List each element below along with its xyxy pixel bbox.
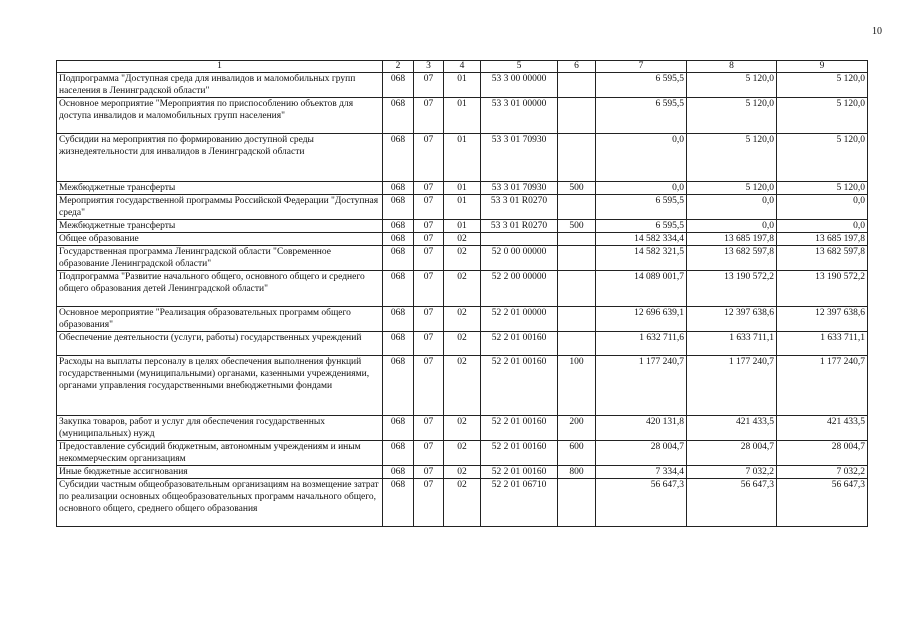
row-name: Общее образование	[57, 233, 383, 246]
column-number: 3	[414, 61, 444, 73]
amount-col8: 7 032,2	[687, 466, 777, 479]
amount-col8: 421 433,5	[687, 416, 777, 441]
subsection-code: 02	[444, 356, 481, 416]
table-row	[57, 134, 868, 182]
row-name: Обеспечение деятельности (услуги, работы) государственных учреждений	[57, 332, 383, 356]
amount-col7: 7 334,4	[596, 466, 687, 479]
expense-type-code: 600	[558, 441, 596, 466]
department-code: 068	[383, 416, 414, 441]
target-article-code: 52 2 01 00160	[481, 332, 558, 356]
amount-col7: 6 595,5	[596, 73, 687, 98]
amount-col9: 7 032,2	[777, 466, 868, 479]
column-number-row	[57, 61, 868, 73]
subsection-code: 01	[444, 220, 481, 233]
column-number: 7	[596, 61, 687, 73]
expense-type-code	[558, 195, 596, 220]
column-number: 8	[687, 61, 777, 73]
expense-type-code	[558, 246, 596, 271]
expense-type-code	[558, 332, 596, 356]
amount-col8: 0,0	[687, 220, 777, 233]
table-row	[57, 246, 868, 271]
section-code: 07	[414, 466, 444, 479]
amount-col7: 56 647,3	[596, 479, 687, 527]
department-code: 068	[383, 233, 414, 246]
section-code: 07	[414, 233, 444, 246]
amount-col9: 28 004,7	[777, 441, 868, 466]
column-number: 2	[383, 61, 414, 73]
table-row	[57, 479, 868, 527]
amount-col8: 5 120,0	[687, 182, 777, 195]
subsection-code: 02	[444, 233, 481, 246]
amount-col7: 1 632 711,6	[596, 332, 687, 356]
budget-table	[56, 60, 868, 527]
target-article-code: 53 3 01 00000	[481, 98, 558, 134]
table-row	[57, 182, 868, 195]
amount-col8: 13 190 572,2	[687, 271, 777, 307]
department-code: 068	[383, 441, 414, 466]
amount-col8: 13 685 197,8	[687, 233, 777, 246]
table-row	[57, 441, 868, 466]
section-code: 07	[414, 479, 444, 527]
target-article-code: 53 3 01 70930	[481, 182, 558, 195]
table-row	[57, 98, 868, 134]
amount-col8: 12 397 638,6	[687, 307, 777, 332]
subsection-code: 01	[444, 134, 481, 182]
row-name: Субсидии на мероприятия по формированию доступной среды жизнедеятельности для инвалидов в Ленинградской области	[57, 134, 383, 182]
row-name: Межбюджетные трансферты	[57, 182, 383, 195]
expense-type-code	[558, 479, 596, 527]
expense-type-code	[558, 233, 596, 246]
expense-type-code: 500	[558, 182, 596, 195]
department-code: 068	[383, 246, 414, 271]
amount-col9: 421 433,5	[777, 416, 868, 441]
subsection-code: 01	[444, 182, 481, 195]
amount-col9: 12 397 638,6	[777, 307, 868, 332]
amount-col7: 14 089 001,7	[596, 271, 687, 307]
expense-type-code: 100	[558, 356, 596, 416]
amount-col8: 5 120,0	[687, 73, 777, 98]
amount-col9: 1 633 711,1	[777, 332, 868, 356]
amount-col7: 14 582 321,5	[596, 246, 687, 271]
department-code: 068	[383, 466, 414, 479]
expense-type-code: 500	[558, 220, 596, 233]
section-code: 07	[414, 356, 444, 416]
amount-col8: 0,0	[687, 195, 777, 220]
amount-col9: 1 177 240,7	[777, 356, 868, 416]
target-article-code: 52 2 01 00160	[481, 356, 558, 416]
expense-type-code	[558, 73, 596, 98]
amount-col7: 420 131,8	[596, 416, 687, 441]
subsection-code: 02	[444, 271, 481, 307]
department-code: 068	[383, 182, 414, 195]
amount-col9: 5 120,0	[777, 73, 868, 98]
amount-col9: 56 647,3	[777, 479, 868, 527]
department-code: 068	[383, 73, 414, 98]
section-code: 07	[414, 73, 444, 98]
department-code: 068	[383, 479, 414, 527]
subsection-code: 02	[444, 332, 481, 356]
subsection-code: 02	[444, 246, 481, 271]
department-code: 068	[383, 98, 414, 134]
row-name: Мероприятия государственной программы Российской Федерации "Доступная среда"	[57, 195, 383, 220]
section-code: 07	[414, 182, 444, 195]
amount-col8: 5 120,0	[687, 134, 777, 182]
table-row	[57, 307, 868, 332]
amount-col8: 13 682 597,8	[687, 246, 777, 271]
amount-col9: 0,0	[777, 220, 868, 233]
row-name: Расходы на выплаты персоналу в целях обеспечения выполнения функций государственными (муниципальными) органами, казенными учреждениями, органами управления государственными внебюджетными фондами	[57, 356, 383, 416]
section-code: 07	[414, 246, 444, 271]
target-article-code: 52 2 01 06710	[481, 479, 558, 527]
section-code: 07	[414, 98, 444, 134]
row-name: Основное мероприятие "Реализация образовательных программ общего образования"	[57, 307, 383, 332]
column-number: 9	[777, 61, 868, 73]
table-row	[57, 195, 868, 220]
column-number: 5	[481, 61, 558, 73]
section-code: 07	[414, 195, 444, 220]
amount-col8: 1 633 711,1	[687, 332, 777, 356]
row-name: Межбюджетные трансферты	[57, 220, 383, 233]
section-code: 07	[414, 271, 444, 307]
table-row	[57, 271, 868, 307]
subsection-code: 02	[444, 479, 481, 527]
department-code: 068	[383, 332, 414, 356]
row-name: Подпрограмма "Развитие начального общего, основного общего и среднего общего образования детей Ленинградской области"	[57, 271, 383, 307]
target-article-code: 52 2 00 00000	[481, 271, 558, 307]
table-row	[57, 332, 868, 356]
row-name: Иные бюджетные ассигнования	[57, 466, 383, 479]
column-number: 6	[558, 61, 596, 73]
subsection-code: 01	[444, 195, 481, 220]
expense-type-code: 200	[558, 416, 596, 441]
amount-col7: 6 595,5	[596, 195, 687, 220]
amount-col8: 56 647,3	[687, 479, 777, 527]
target-article-code: 52 2 01 00160	[481, 416, 558, 441]
amount-col7: 6 595,5	[596, 220, 687, 233]
expense-type-code	[558, 134, 596, 182]
target-article-code	[481, 233, 558, 246]
row-name: Государственная программа Ленинградской области "Современное образование Ленинградской области"	[57, 246, 383, 271]
section-code: 07	[414, 441, 444, 466]
amount-col9: 5 120,0	[777, 134, 868, 182]
section-code: 07	[414, 220, 444, 233]
subsection-code: 02	[444, 441, 481, 466]
expense-type-code	[558, 271, 596, 307]
expense-type-code	[558, 98, 596, 134]
amount-col7: 0,0	[596, 182, 687, 195]
amount-col9: 5 120,0	[777, 182, 868, 195]
amount-col9: 13 685 197,8	[777, 233, 868, 246]
department-code: 068	[383, 356, 414, 416]
department-code: 068	[383, 271, 414, 307]
row-name: Закупка товаров, работ и услуг для обеспечения государственных (муниципальных) нужд	[57, 416, 383, 441]
row-name: Подпрограмма "Доступная среда для инвалидов и маломобильных групп населения в Ленинградской области"	[57, 73, 383, 98]
table-row	[57, 220, 868, 233]
section-code: 07	[414, 332, 444, 356]
expense-type-code: 800	[558, 466, 596, 479]
amount-col9: 13 190 572,2	[777, 271, 868, 307]
amount-col9: 13 682 597,8	[777, 246, 868, 271]
row-name: Субсидии частным общеобразовательным организациям на возмещение затрат по реализации основных общеобразовательных программ начального общего, основного общего, среднего общего образования	[57, 479, 383, 527]
table-row	[57, 356, 868, 416]
row-name: Основное мероприятие "Мероприятия по приспособлению объектов для доступа инвалидов и маломобильных групп населения"	[57, 98, 383, 134]
target-article-code: 53 3 01 R0270	[481, 195, 558, 220]
amount-col8: 5 120,0	[687, 98, 777, 134]
target-article-code: 53 3 01 R0270	[481, 220, 558, 233]
section-code: 07	[414, 416, 444, 441]
target-article-code: 52 0 00 00000	[481, 246, 558, 271]
amount-col7: 14 582 334,4	[596, 233, 687, 246]
amount-col7: 28 004,7	[596, 441, 687, 466]
table-row	[57, 233, 868, 246]
section-code: 07	[414, 134, 444, 182]
department-code: 068	[383, 307, 414, 332]
section-code: 07	[414, 307, 444, 332]
amount-col7: 6 595,5	[596, 98, 687, 134]
target-article-code: 52 2 01 00160	[481, 441, 558, 466]
department-code: 068	[383, 134, 414, 182]
target-article-code: 53 3 01 70930	[481, 134, 558, 182]
amount-col7: 1 177 240,7	[596, 356, 687, 416]
amount-col8: 28 004,7	[687, 441, 777, 466]
row-name: Предоставление субсидий бюджетным, автономным учреждениям и иным некоммерческим организациям	[57, 441, 383, 466]
table-row	[57, 416, 868, 441]
subsection-code: 02	[444, 307, 481, 332]
column-number: 1	[57, 61, 383, 73]
page-number: 10	[872, 26, 882, 37]
amount-col9: 0,0	[777, 195, 868, 220]
subsection-code: 02	[444, 416, 481, 441]
amount-col9: 5 120,0	[777, 98, 868, 134]
table-row	[57, 73, 868, 98]
department-code: 068	[383, 195, 414, 220]
subsection-code: 01	[444, 98, 481, 134]
target-article-code: 52 2 01 00000	[481, 307, 558, 332]
column-number: 4	[444, 61, 481, 73]
amount-col7: 12 696 639,1	[596, 307, 687, 332]
target-article-code: 53 3 00 00000	[481, 73, 558, 98]
amount-col8: 1 177 240,7	[687, 356, 777, 416]
table-row	[57, 466, 868, 479]
subsection-code: 02	[444, 466, 481, 479]
target-article-code: 52 2 01 00160	[481, 466, 558, 479]
amount-col7: 0,0	[596, 134, 687, 182]
subsection-code: 01	[444, 73, 481, 98]
department-code: 068	[383, 220, 414, 233]
expense-type-code	[558, 307, 596, 332]
